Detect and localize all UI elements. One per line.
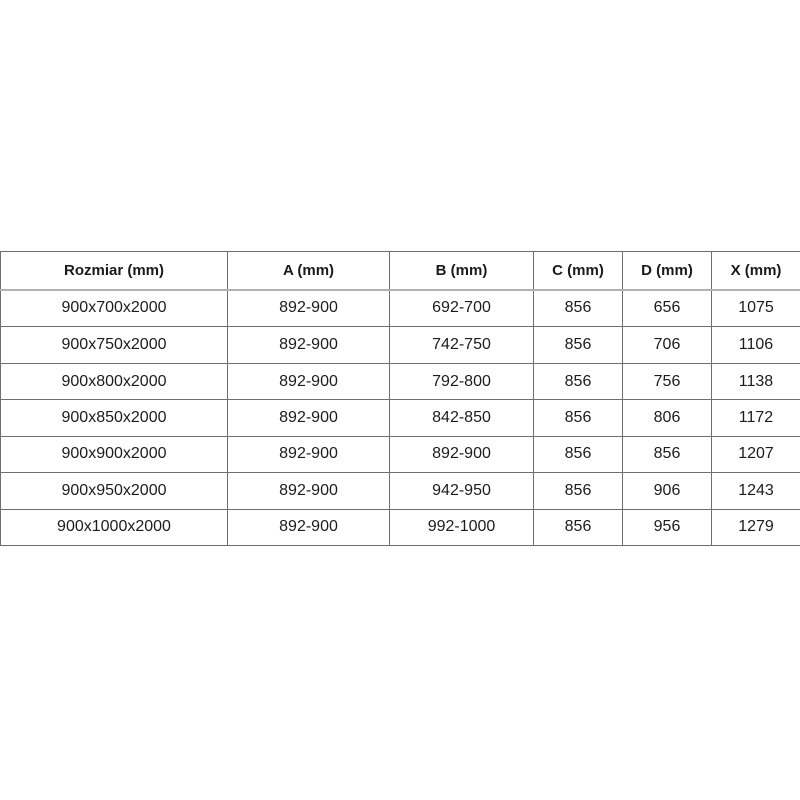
cell-d: 806 (623, 400, 712, 436)
cell-a: 892-900 (228, 436, 390, 472)
cell-b: 692-700 (390, 290, 534, 327)
column-header-a: A (mm) (228, 252, 390, 290)
column-header-x: X (mm) (712, 252, 800, 290)
cell-rozmiar: 900x950x2000 (1, 473, 228, 509)
cell-c: 856 (534, 509, 623, 546)
column-header-c: C (mm) (534, 252, 623, 290)
dimensions-table (0, 251, 800, 546)
cell-rozmiar: 900x900x2000 (1, 436, 228, 472)
cell-x: 1106 (712, 327, 800, 363)
cell-rozmiar: 900x800x2000 (1, 363, 228, 399)
cell-x: 1172 (712, 400, 800, 436)
cell-d: 906 (623, 473, 712, 509)
cell-a: 892-900 (228, 363, 390, 399)
column-header-rozmiar: Rozmiar (mm) (1, 252, 228, 290)
cell-x: 1138 (712, 363, 800, 399)
cell-c: 856 (534, 290, 623, 327)
cell-d: 856 (623, 436, 712, 472)
header-row (1, 252, 800, 290)
table-row (1, 436, 800, 472)
cell-a: 892-900 (228, 473, 390, 509)
cell-d: 756 (623, 363, 712, 399)
cell-b: 742-750 (390, 327, 534, 363)
cell-d: 656 (623, 290, 712, 327)
cell-a: 892-900 (228, 327, 390, 363)
table-row (1, 290, 800, 327)
cell-b: 992-1000 (390, 509, 534, 546)
column-header-d: D (mm) (623, 252, 712, 290)
cell-b: 842-850 (390, 400, 534, 436)
cell-x: 1207 (712, 436, 800, 472)
cell-d: 706 (623, 327, 712, 363)
table-row (1, 363, 800, 399)
cell-c: 856 (534, 400, 623, 436)
table-row (1, 473, 800, 509)
cell-a: 892-900 (228, 509, 390, 546)
cell-rozmiar: 900x700x2000 (1, 290, 228, 327)
cell-a: 892-900 (228, 400, 390, 436)
cell-rozmiar: 900x750x2000 (1, 327, 228, 363)
cell-c: 856 (534, 363, 623, 399)
column-header-b: B (mm) (390, 252, 534, 290)
cell-a: 892-900 (228, 290, 390, 327)
table-row (1, 327, 800, 363)
cell-c: 856 (534, 327, 623, 363)
cell-x: 1075 (712, 290, 800, 327)
cell-x: 1279 (712, 509, 800, 546)
cell-c: 856 (534, 473, 623, 509)
cell-b: 892-900 (390, 436, 534, 472)
table-row (1, 509, 800, 546)
cell-x: 1243 (712, 473, 800, 509)
cell-rozmiar: 900x850x2000 (1, 400, 228, 436)
table-row (1, 400, 800, 436)
cell-c: 856 (534, 436, 623, 472)
cell-rozmiar: 900x1000x2000 (1, 509, 228, 546)
cell-b: 942-950 (390, 473, 534, 509)
cell-d: 956 (623, 509, 712, 546)
cell-b: 792-800 (390, 363, 534, 399)
